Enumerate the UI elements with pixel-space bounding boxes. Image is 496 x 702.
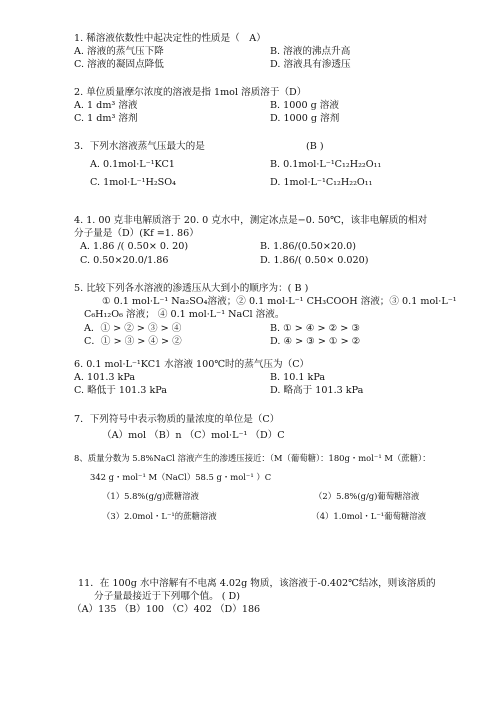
q3-option-d: D. 1mol·L⁻¹C₁₂H₂₂O₁₁ [270, 177, 373, 189]
question-3 [74, 140, 426, 190]
q8-stem-line2: 342 g・mol⁻¹ M（NaCl）58.5 g・mol⁻¹ ）C [90, 472, 272, 483]
q2-option-c: C. 1 dm³ 溶剂 [74, 113, 138, 125]
q8-stem-line1: 8、质量分数为 5.8%NaCl 溶液产生的渗透压接近：（M（葡萄糖）：180g・mol⁻¹ M（蔗糖）： [74, 453, 431, 463]
q11-stem-line2: 分子量最接近于下列哪个值。 ( D) [94, 591, 240, 603]
question-6 [74, 358, 426, 398]
q3-option-c: C. 1mol·L⁻¹H₂SO₄ [90, 177, 176, 189]
question-7 [74, 413, 426, 442]
q1-stem: 1. 稀溶液依数性中起决定性的性质是（ A） [74, 33, 266, 44]
q4-stem-line2: 分子量是（D）(Kf =1. 86） [74, 228, 199, 240]
q6-option-c: C. 略低于 101.3 kPa [74, 385, 167, 397]
q5-option-a: A．① > ② > ③ > ④ [84, 322, 182, 334]
question-5 [74, 282, 457, 348]
q8-option-3: （3）2.0mol・L⁻¹的蔗糖溶液 [102, 510, 217, 521]
q6-option-a: A. 101.3 kPa [74, 372, 136, 384]
q11-stem-line1: 11．在 100g 水中溶解有不电离 4.02g 物质，该溶液于-0.402℃结冰，则该溶质的 [78, 578, 436, 589]
q2-option-d: D. 1000 g 溶剂 [270, 113, 340, 125]
q5-items-line1: ① 0.1 mol·L⁻¹ Na₂SO₄溶液；② 0.1 mol·L⁻¹ CH₃COOH 溶液；③ 0.1 mol·L⁻¹ [102, 296, 457, 308]
question-11 [72, 577, 436, 617]
q1-option-b: B. 溶液的沸点升高 [270, 46, 351, 58]
q4-option-b: B. 1.86/(0.50×20.0) [260, 241, 356, 253]
q2-stem: 2. 单位质量摩尔浓度的溶液是指 1mol 溶质溶于（D） [74, 87, 307, 98]
q5-items-line2: C₆H₁₂O₆ 溶液； ④ 0.1 mol·L⁻¹ NaCl 溶液。 [84, 309, 285, 321]
question-4 [74, 214, 426, 267]
q1-option-a: A. 溶液的蒸气压下降 [74, 46, 164, 58]
q5-stem: 5. 比较下列各水溶液的渗透压从大到小的顺序为：( B ) [74, 283, 309, 294]
q5-option-d: D. ④ > ③ > ① > ② [270, 335, 361, 347]
q4-option-c: C. 0.50×20.0/1.86 [80, 254, 169, 266]
q7-stem: 7．下列符号中表示物质的量浓度的单位是（C） [74, 414, 280, 425]
q8-option-1: （1）5.8%(g/g)蔗糖溶液 [102, 491, 199, 502]
q2-option-a: A. 1 dm³ 溶液 [74, 100, 138, 112]
q1-option-c: C. 溶液的凝固点降低 [74, 59, 164, 71]
q1-option-d: D. 溶液具有渗透压 [270, 59, 351, 71]
q5-option-c: C．① > ③ > ④ > ② [84, 335, 182, 347]
q2-option-b: B. 1000 g 溶液 [270, 100, 339, 112]
question-2 [74, 86, 426, 126]
question-1 [74, 32, 426, 72]
q6-stem: 6. 0.1 mol·L⁻¹KC1 水溶液 100℃时的蒸气压为（C） [74, 359, 310, 370]
q11-options: （A）135 （B）100 （C）402 （D）186 [72, 604, 261, 616]
q4-option-d: D. 1.86/( 0.50× 0.020) [260, 254, 369, 266]
q3-option-b: B. 0.1mol·L⁻¹C₁₂H₂₂O₁₁ [270, 159, 382, 171]
q4-option-a: A. 1.86 /( 0.50× 0. 20) [80, 241, 189, 253]
q4-stem-line1: 4. 1. 00 克非电解质溶于 20. 0 克水中，测定冰点是−0. 50℃，该非电解质的相对 [74, 215, 428, 226]
q6-option-d: D. 略高于 101.3 kPa [270, 385, 364, 397]
q8-option-2: （2）5.8%(g/g)葡萄糖溶液 [314, 491, 420, 502]
q3-option-a: A. 0.1mol·L⁻¹KC1 [90, 159, 175, 171]
q5-option-b: B. ① > ④ > ② > ③ [270, 322, 360, 334]
q3-answer: (B ) [306, 141, 324, 152]
q3-stem: 3．下列水溶液蒸气压最大的是 [74, 141, 205, 152]
question-8 [74, 452, 431, 523]
q6-option-b: B. 10.1 kPa [270, 372, 326, 384]
q7-options: （A）mol （B）n （C）mol·L⁻¹ （D）C [102, 430, 285, 442]
q8-option-4: （4）1.0mol・L⁻¹葡萄糖溶液 [311, 510, 426, 521]
